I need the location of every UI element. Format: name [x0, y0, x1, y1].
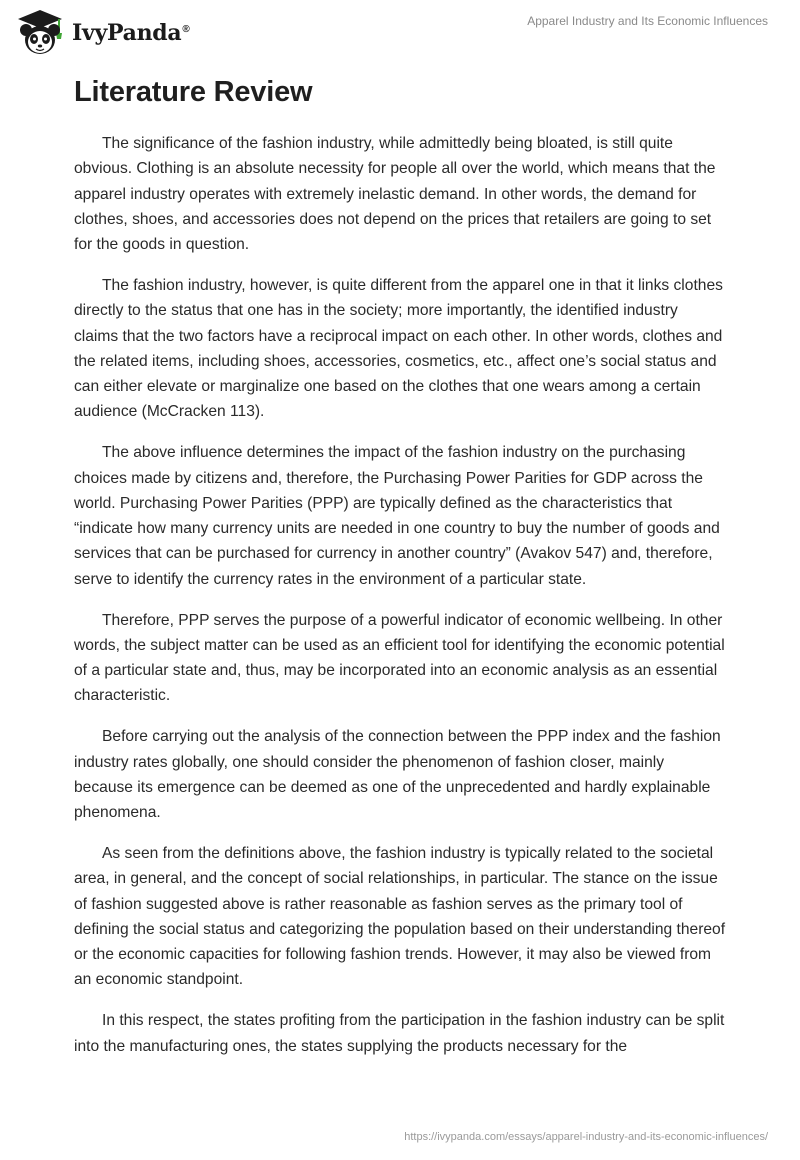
- section-heading: Literature Review: [74, 76, 313, 108]
- running-title: Apparel Industry and Its Economic Influences: [527, 14, 768, 28]
- ivypanda-logo[interactable]: [14, 8, 189, 58]
- panda-graduate-icon: [14, 8, 66, 58]
- paragraph-1: The significance of the fashion industry, while admittedly being bloated, is still quite obvious. Clothing is an absolute necessity for people all over the world, which means that the apparel industry operates with extremely inelastic demand. In other words, the demand for clothes, shoes, and accessories does not depend on the prices that retailers are going to set for the goods in question.: [74, 135, 716, 254]
- paragraph-6: As seen from the definitions above, the fashion industry is typically related to the societal area, in general, and the concept of social relationships, in particular. The stance on the issue of fashion suggested above is rather reasonable as fashion serves as the primary tool of defining the social status and categorizing the population based on their understanding thereof or the economic capacities for following fashion trends. However, it may also be viewed from an economic standpoint.: [74, 844, 726, 989]
- paragraph-4: Therefore, PPP serves the purpose of a powerful indicator of economic wellbeing. In other words, the subject matter can be used as an efficient tool for identifying the economic potential of a particular state and, thus, may be incorporated into an economic analysis as an essential characteristic.: [74, 611, 725, 705]
- paragraph-2: The fashion industry, however, is quite different from the apparel one in that it links clothes directly to the status that one has in the society; more importantly, the identified industry claims that the two factors have a reciprocal impact on each other. In other words, clothes and the related items, including shoes, accessories, cosmetics, etc., affect one’s social status and can either elevate or marginalize one based on the clothes that one wears among a certain audience (McCracken 113).: [74, 276, 723, 421]
- essay-body: [74, 131, 726, 1074]
- paragraph-3: The above influence determines the impact of the fashion industry on the purchasing choices made by citizens and, therefore, the Purchasing Power Parities for GDP across the world. Purchasing Power Parities (PPP) are typically defined as the characteristics that “indicate how many currency units are needed in one country to buy the number of goods and services that can be purchased for currency in another country” (Avakov 547) and, therefore, serve to identify the currency rates in the environment of a particular state.: [74, 444, 720, 588]
- paragraph-5: Before carrying out the analysis of the connection between the PPP index and the fashion industry rates globally, one should consider the phenomenon of fashion closer, mainly because its emergence can be deemed as one of the unprecedented and hardly explainable phenomena.: [74, 728, 721, 822]
- brand-name: IvyPanda®: [72, 20, 190, 46]
- source-url-link[interactable]: https://ivypanda.com/essays/apparel-industry-and-its-economic-influences/: [404, 1131, 768, 1143]
- paragraph-7: In this respect, the states profiting from the participation in the fashion industry can be split into the manufacturing ones, the states supplying the products necessary for the: [74, 1012, 725, 1055]
- page-header: [0, 0, 800, 70]
